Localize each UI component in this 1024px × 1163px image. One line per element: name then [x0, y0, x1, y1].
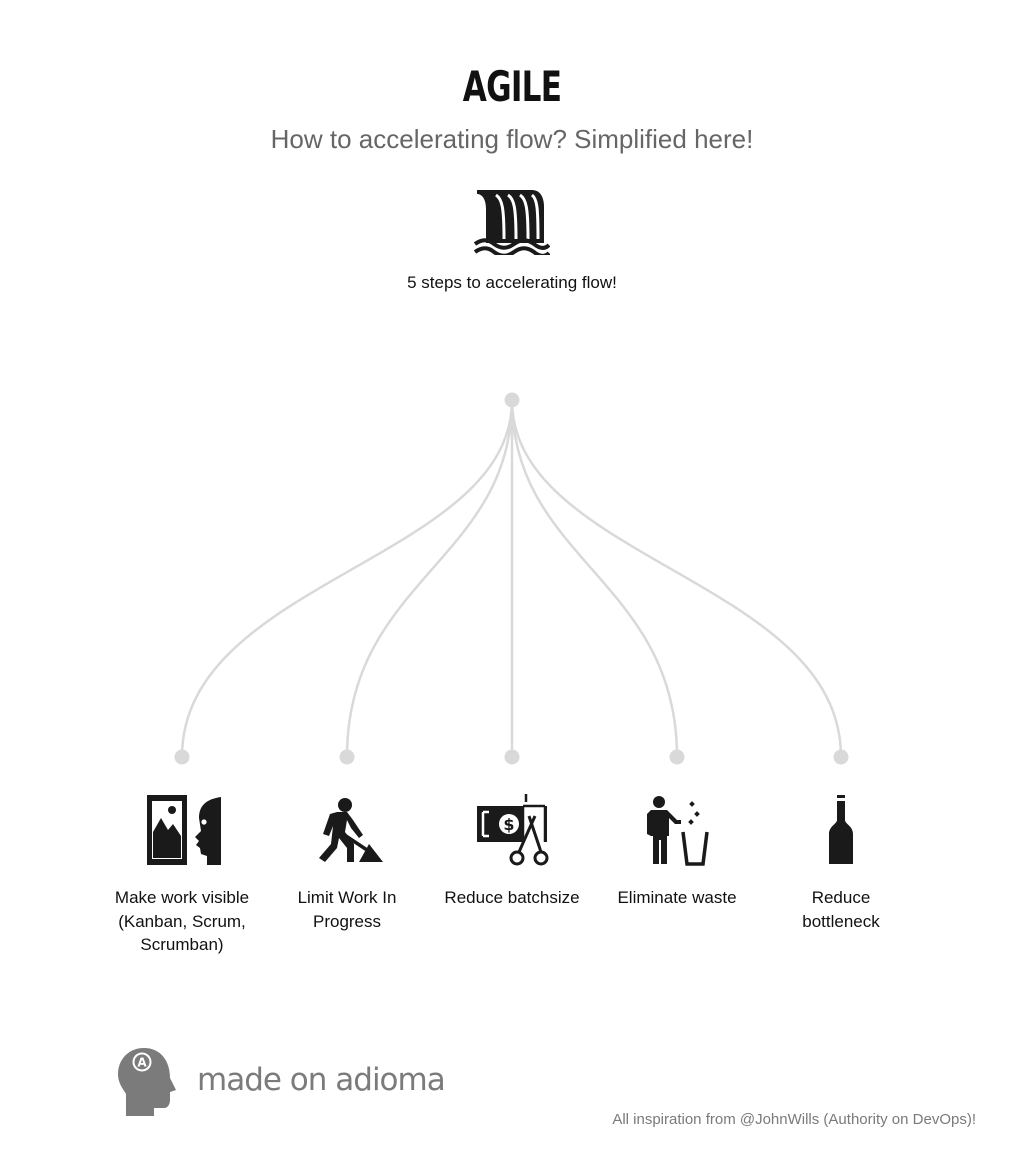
- page-title: AGILE: [462, 62, 562, 111]
- cut-money-icon: [473, 792, 553, 868]
- hero-caption: 5 steps to accelerating flow!: [407, 273, 617, 292]
- connector-1: [182, 400, 512, 757]
- step-label-3: Reduce batchsize: [444, 888, 580, 907]
- leaf-node-1: [175, 750, 190, 765]
- root-node: [505, 393, 520, 408]
- leaf-node-5: [834, 750, 849, 765]
- leaf-node-4: [670, 750, 685, 765]
- profile-picture-icon: [143, 792, 223, 868]
- step-label-2: Limit Work In Progress: [297, 888, 397, 931]
- connector-5: [512, 400, 841, 757]
- footer-brand: made on adioma: [197, 1062, 445, 1098]
- step-label-1: Make work visible (Kanban, Scrum, Scrumban): [114, 888, 250, 954]
- leaf-node-3: [505, 750, 520, 765]
- adioma-logo-letter: A: [137, 1055, 147, 1070]
- footer-credit: All inspiration from @JohnWills (Authority on DevOps)!: [612, 1111, 976, 1128]
- connector-2: [347, 400, 512, 757]
- worker-shoveling-icon: [307, 792, 387, 868]
- svg-text:$: $: [503, 815, 515, 834]
- leaf-node-2: [340, 750, 355, 765]
- step-label-4: Eliminate waste: [617, 888, 737, 907]
- connector-4: [512, 400, 677, 757]
- bottle-icon: [801, 792, 881, 868]
- page-subtitle: How to accelerating flow? Simplified here!: [270, 124, 754, 154]
- adioma-head-logo: [116, 1046, 178, 1118]
- person-trash-icon: [637, 792, 717, 868]
- step-label-5: Reduce bottleneck: [802, 888, 880, 931]
